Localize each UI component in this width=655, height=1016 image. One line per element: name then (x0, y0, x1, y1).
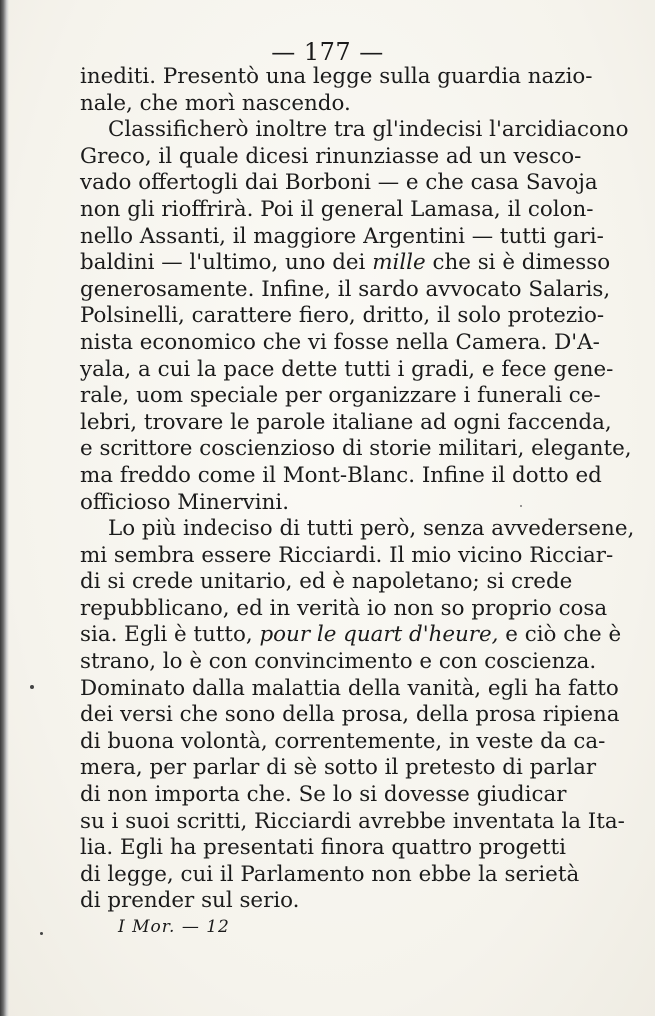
text-segment: sia. Egli è tutto, (80, 622, 253, 648)
text-line (80, 888, 558, 915)
text-segment: vado offertogli dai Borboni — e che casa Savoja (80, 170, 598, 196)
text-segment: strano, lo è con convincimento e con coscienza. (80, 649, 597, 675)
text-segment: nale, che morì nascendo. (80, 90, 351, 116)
page-body (80, 64, 635, 915)
text-segment: di si crede unitario, ed è napoletano; si crede (80, 569, 573, 595)
text-segment: nello Assanti, il maggiore Argentini — tutti gari- (80, 223, 604, 249)
text-segment: su i suoi scritti, Ricciardi avrebbe inventata la Ita- (80, 808, 625, 834)
text-line (80, 490, 558, 517)
page-binding-edge (0, 0, 9, 1016)
text-line (80, 728, 606, 756)
text-line (80, 276, 611, 304)
text-line (80, 329, 600, 357)
text-segment: non gli rioffrirà. Poi il general Lamasa, il colon- (80, 196, 594, 222)
text-line (80, 542, 614, 570)
text-segment: di legge, cui il Parlamento non ebbe la serietà (80, 861, 580, 887)
text-line (80, 64, 593, 91)
text-line (80, 782, 567, 809)
text-segment: Lo più indeciso di tutti però, senza avvedersene, (108, 516, 635, 542)
text-segment: Classificherò inoltre tra gl'indecisi l'arcidiacono (108, 117, 629, 143)
text-segment: di buona volontà, correntemente, in veste da ca- (80, 728, 606, 754)
text-line (80, 409, 612, 437)
text-line (80, 356, 614, 384)
text-line (80, 117, 629, 144)
text-line (80, 170, 598, 197)
text-line (80, 649, 597, 676)
text-segment: inediti. Presentò una legge sulla guardia nazio- (80, 64, 593, 89)
italic-phrase: mille (372, 250, 426, 276)
text-segment: di non importa che. Se lo si dovesse giudicar (80, 782, 567, 808)
text-line (80, 569, 573, 596)
text-line (80, 702, 620, 729)
ink-speck (520, 505, 522, 507)
text-line (80, 436, 632, 463)
text-segment: ma freddo come il Mont-Blanc. Infine il dotto ed (80, 462, 602, 488)
text-segment: dei versi che sono della prosa, della prosa ripiena (80, 702, 620, 728)
text-line (80, 861, 580, 889)
text-segment: repubblicano, ed in verità io non so proprio cosa (80, 595, 608, 621)
text-segment: mera, per parlar di sè sotto il pretesto di parlar (80, 755, 597, 781)
italic-phrase: pour le quart d'heure, (259, 622, 499, 648)
text-line (80, 595, 608, 623)
text-line (80, 91, 558, 118)
ink-speck (40, 932, 43, 935)
text-line (80, 196, 594, 224)
text-segment: lia. Egli ha presentati finora quattro progetti (80, 835, 566, 861)
text-segment: Greco, il quale dicesi rinunziasse ad un vesco- (80, 143, 582, 169)
text-segment: officioso Minervini. (80, 489, 290, 515)
text-line (80, 755, 597, 782)
signature-mark: I Mor. — 12 (118, 917, 230, 937)
text-line (80, 622, 622, 649)
text-segment: rale, uom speciale per organizzare i funerali ce- (80, 383, 601, 409)
text-segment: e ciò che è (505, 622, 622, 648)
text-segment: mi sembra essere Ricciardi. Il mio vicino Ricciar- (80, 542, 614, 568)
text-segment: che si è dimesso (432, 250, 611, 276)
text-line (80, 462, 602, 490)
text-line (80, 835, 566, 862)
text-segment: yala, a cui la pace dette tutti i gradi, e fece gene- (80, 356, 614, 382)
text-line (80, 250, 611, 277)
ink-speck (30, 685, 34, 689)
text-line (80, 516, 635, 543)
text-line (80, 675, 619, 703)
text-segment: Polsinelli, carattere fiero, dritto, il solo protezio- (80, 303, 605, 329)
page-number: — 177 — (271, 38, 384, 66)
text-segment: di prender sul serio. (80, 888, 300, 914)
text-segment: lebri, trovare le parole italiane ad ogni faccenda, (80, 409, 612, 435)
text-line (80, 808, 625, 836)
text-segment: generosamente. Infine, il sardo avvocato Salaris, (80, 276, 611, 302)
text-segment: e scrittore coscienzioso di storie militari, elegante, (80, 436, 632, 462)
text-line (80, 223, 604, 251)
text-line (80, 383, 601, 410)
text-segment: Dominato dalla malattia della vanità, egli ha fatto (80, 675, 619, 701)
text-segment: baldini — l'ultimo, uno dei (80, 250, 366, 276)
text-line (80, 143, 582, 171)
text-segment: nista economico che vi fosse nella Camera. D'A- (80, 329, 600, 355)
text-line (80, 303, 605, 330)
